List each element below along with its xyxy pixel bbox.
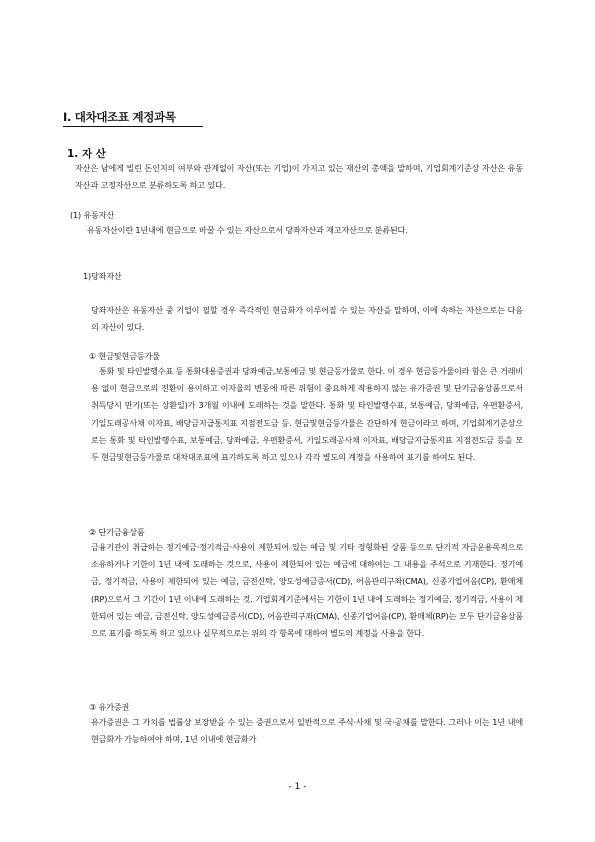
item-label-securities: ③ 유가증권: [89, 702, 130, 712]
item-label-cash: ① 현금및현금등가물: [89, 351, 160, 361]
quick-assets-label: 1)당좌자산: [83, 271, 122, 281]
page-number: - 1 -: [288, 782, 307, 792]
item-paragraph-securities: 유가증권은 그 가치를 법률상 보장받을 수 있는 증권으로서 일반적으로 주식·사채 및 국·공채를 말한다. 그러나 이는 1년 내에 현금화가 가능하여야 하며, 1년 이내에 현금화가: [91, 717, 523, 745]
intro-paragraph: 자산은 남에게 빌린 돈인지의 여부와 관계없이 자산(또는 기업)이 가지고 있는 재산의 총액을 말하며, 기업회계기준상 자산은 유동자산과 고정자산으로 분류하도록 하고 있다.: [75, 163, 523, 191]
current-assets-paragraph: 유동자산이란 1년내에 현금으로 바꿀 수 있는 자산으로서 당좌자산과 재고자산으로 분류된다.: [87, 225, 408, 235]
item-paragraph-short-term-financial: 금융기관이 취급하는 정기예금·정기적금·사용이 제한되어 있는 예금 및 기타 정형화된 상품 등으로 단기적 자금운용목적으로 소유하거나 기한이 1년 내에 도래하는 것으로, 사용이 제한되어 있는 예금에 대하여는 그 내용을 주석으로 기재한다. 정기예금, 정기적금, 사용이 제한되어 있는 예금, 금전신탁, 양도성예금증서(CD), 어음관리구좌(CMA), 신종기업어음(CP), 환매체(RP)으로서 그 기간이 1년 이내에 도래하는 것. 기업회계기준에서는 기한이 1년 내에 도래하는 정기예금, 정기적금, 사용이 제한되어 있는 예금, 금전신탁, 양도성예금증서(CD), 어음관리구좌(CMA), 신종기업어음(CP), 환매체(RP)는 모두 단기금융상품으로 표기를 하도록 하고 있으나 실무적으로는 위의 각 항목에 대하여 별도의 계정을 사용을 한다.: [91, 542, 523, 639]
chapter-title: Ⅰ. 대차대조표 계정과목: [63, 109, 203, 127]
current-assets-label: (1) 유동자산: [70, 210, 115, 220]
quick-assets-paragraph: 당좌자산은 유동자산 중 기업이 필할 경우 즉각적인 현금화가 이루어질 수 있는 자산을 말하며, 이에 속하는 자산으로는 다음의 자산이 있다.: [91, 305, 523, 333]
item-paragraph-cash: 통화 및 타인발행수표 등 통화대용증권과 당좌예금,보통예금 및 현금등가물로 한다. 이 경우 현금등가물이라 함은 큰 거래비용 없이 현금으로의 전환이 용이하고 이자율의 변동에 따른 위험이 중요하게 작용하지 않는 유가증권 및 단기금융상품으로서 취득당시 만기(또는 상환일)가 3개월 이내에 도래하는 것을 말한다. 통화 및 타인발행수표, 보통예금, 당좌예금, 우편환증서, 기일도래공사채 이자표, 배당금지급통지표 지점전도금 등. 현금및현금등가물은 간단하게 현금이라고 하며, 기업회계기준상으로는 통화 및 타인발행수표, 보통예금, 당좌예금, 우편환증서, 기일도래공사채 이자표, 배당금지급통지표 지점전도금 등을 모두 현금및현금등가물로 대차대조표에 표기하도록 하고 있으나 각각 별도의 계정을 사용하여 표기를 하여도 된다.: [91, 366, 523, 463]
item-label-short-term-financial: ② 단기금융상품: [89, 527, 145, 537]
section-title: 1. 자 산: [67, 148, 106, 160]
